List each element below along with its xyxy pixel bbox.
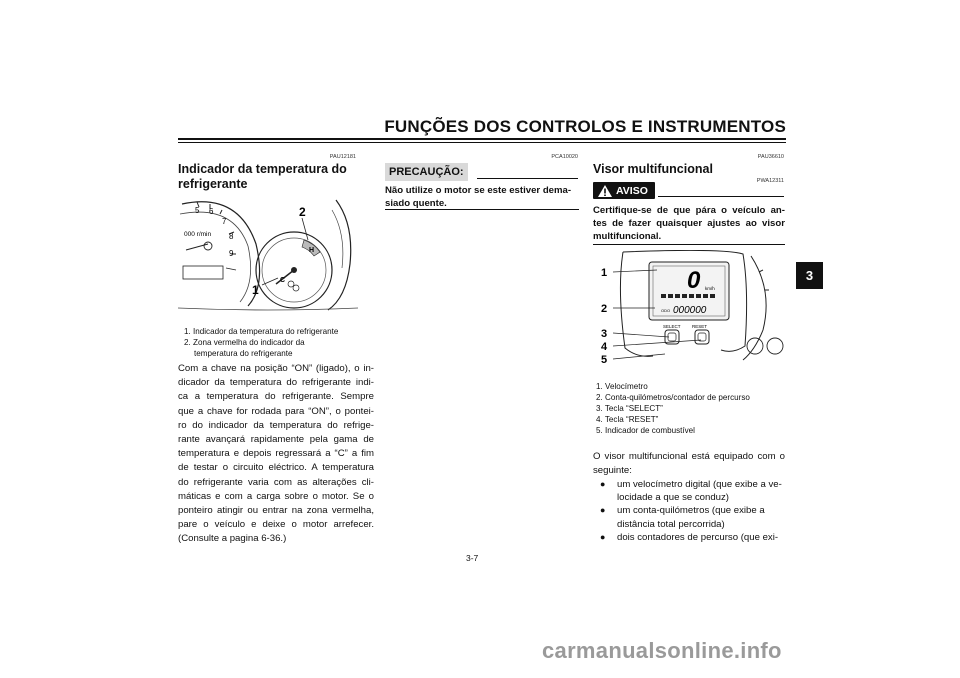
caution-badge: PRECAUÇÃO: [385, 163, 468, 181]
tach-tick-9: 9 [229, 249, 234, 258]
list-item [600, 531, 786, 544]
paragraph-line: de testar o circuito eléctrico. A temperatura [178, 462, 374, 474]
odo-label: ODO [661, 308, 671, 313]
caption-item: 1. Indicador da temperatura do refrigerante [184, 327, 339, 336]
paragraph-line: ponteiro atingir ou entrar na zona vermelha, [178, 505, 374, 517]
warning-line: tes de fazer quaisquer ajustes ao visor [593, 218, 785, 229]
paragraph-line: ca a temperatura do refrigerante. Sempre [178, 391, 374, 403]
list-item-line: um conta-quilómetros (que exibe a [617, 505, 765, 517]
caution-line: Não utilize o motor se este estiver dema- [385, 185, 572, 196]
speed-unit: km/h [705, 286, 715, 291]
caption-item: 1. Velocímetro [596, 382, 648, 391]
list-item-line: distância total percorrida) [617, 518, 725, 530]
list-item [600, 478, 786, 504]
section-code: PAU12181 [329, 154, 356, 160]
section-code: PCA10020 [551, 154, 578, 160]
warning-line: Certifique-se de que pára o veículo an- [593, 205, 785, 216]
list-item-line: um velocímetro digital (que exibe a ve- [617, 479, 782, 490]
list-item [600, 504, 786, 530]
warning-triangle-icon [597, 184, 613, 198]
page-header-title: FUNÇÕES DOS CONTROLOS E INSTRUMENTOS [384, 117, 786, 136]
callout-2: 2 [601, 303, 608, 315]
reset-button-drawing [695, 330, 709, 344]
paragraph-line: rante avançará rapidamente pela gama de [178, 434, 374, 446]
paragraph-line: máticas e com a carga sobre o motor. Se o [178, 490, 374, 502]
figure-captions-temperature [184, 326, 374, 359]
warning-rule [658, 196, 784, 197]
header-rule [178, 138, 786, 140]
callout-1: 1 [252, 283, 259, 297]
tach-tick-8: 8 [229, 232, 234, 241]
rpm-unit-label: 000 r/min [184, 231, 212, 238]
warning-badge [593, 182, 655, 199]
caption-item: 4. Tecla “RESET” [596, 415, 659, 424]
gauge-c-label: C [280, 277, 286, 284]
warning-text [593, 204, 785, 243]
paragraph-line: (Consulte a pagina 6-36.) [178, 533, 287, 545]
bullet-icon: ● [600, 505, 606, 516]
coolant-gauge-figure [178, 194, 358, 314]
warning-bottom-rule [593, 244, 785, 245]
callout-5: 5 [601, 354, 608, 366]
section-heading-multifunction: Visor multifuncional [593, 162, 713, 176]
callout-2: 2 [299, 205, 306, 219]
bullet-icon: ● [600, 531, 606, 542]
speed-digit: 0 [687, 267, 701, 294]
tach-tick-7: 7 [222, 217, 227, 226]
caption-item: 3. Tecla “SELECT” [596, 404, 663, 413]
caution-text [385, 184, 579, 210]
odo-digits: 000000 [673, 305, 707, 316]
paragraph-line: pare o veículo e deixe o motor arrefecer. [178, 519, 374, 531]
multifunction-display-figure [593, 250, 785, 372]
paragraph-multifunction-intro [593, 450, 785, 478]
list-item-line: locidade a que se conduz) [617, 492, 730, 504]
gauge-h-label: H [309, 247, 315, 254]
bullet-icon: ● [600, 479, 606, 489]
paragraph-line: do refrigerante varia com as alterações cli- [178, 476, 374, 488]
section-code: PAU36610 [757, 154, 784, 160]
callout-1: 1 [601, 267, 608, 279]
chapter-tab: 3 [796, 262, 823, 289]
figure-captions-multifunction [596, 381, 786, 436]
paragraph-line: ro do indicador da temperatura do refrige- [178, 419, 374, 431]
caption-item: 2. Conta-quilómetros/contador de percurso [596, 393, 750, 402]
caution-rule [477, 178, 578, 179]
warning-line: multifuncional. [593, 231, 662, 242]
paragraph-temperature [178, 362, 374, 547]
warning-label: AVISO [616, 184, 648, 197]
paragraph-line: seguinte: [593, 465, 632, 477]
paragraph-line: que a chave for rodada para “ON”, o pontei- [178, 405, 374, 417]
paragraph-line: O visor multifuncional está equipado com o [593, 451, 785, 462]
warning-code: PWA12311 [756, 178, 784, 184]
watermark-text: carmanualsonline.info [542, 638, 782, 663]
section-heading-temperature: Indicador da temperatura do refrigerante [178, 162, 347, 191]
page-number: 3-7 [466, 553, 479, 563]
caption-item: temperatura do refrigerante [194, 349, 293, 358]
paragraph-line: Com a chave na posição “ON” (ligado), o in- [178, 363, 374, 374]
caution-header [385, 162, 578, 180]
caption-item: 5. Indicador de combustível [596, 426, 695, 435]
header-rule-thin [178, 142, 786, 143]
paragraph-line: temperatura e depois regressará a “C” a fim [178, 448, 374, 460]
caution-line: siado quente. [385, 198, 447, 209]
select-label: SELECT [663, 324, 681, 329]
callout-3: 3 [601, 328, 608, 340]
caution-bottom-rule [385, 209, 579, 210]
reset-label: RESET [692, 324, 708, 329]
paragraph-line: dicador da temperatura do refrigerante indi- [178, 377, 374, 389]
list-item-line: dois contadores de percurso (que exi- [617, 531, 779, 543]
tach-tick-5: 5 [195, 206, 200, 215]
tach-tick-6: 6 [209, 207, 214, 216]
callout-4: 4 [601, 341, 608, 353]
caption-item: 2. Zona vermelha do indicador da [184, 338, 305, 347]
feature-list [600, 478, 786, 544]
